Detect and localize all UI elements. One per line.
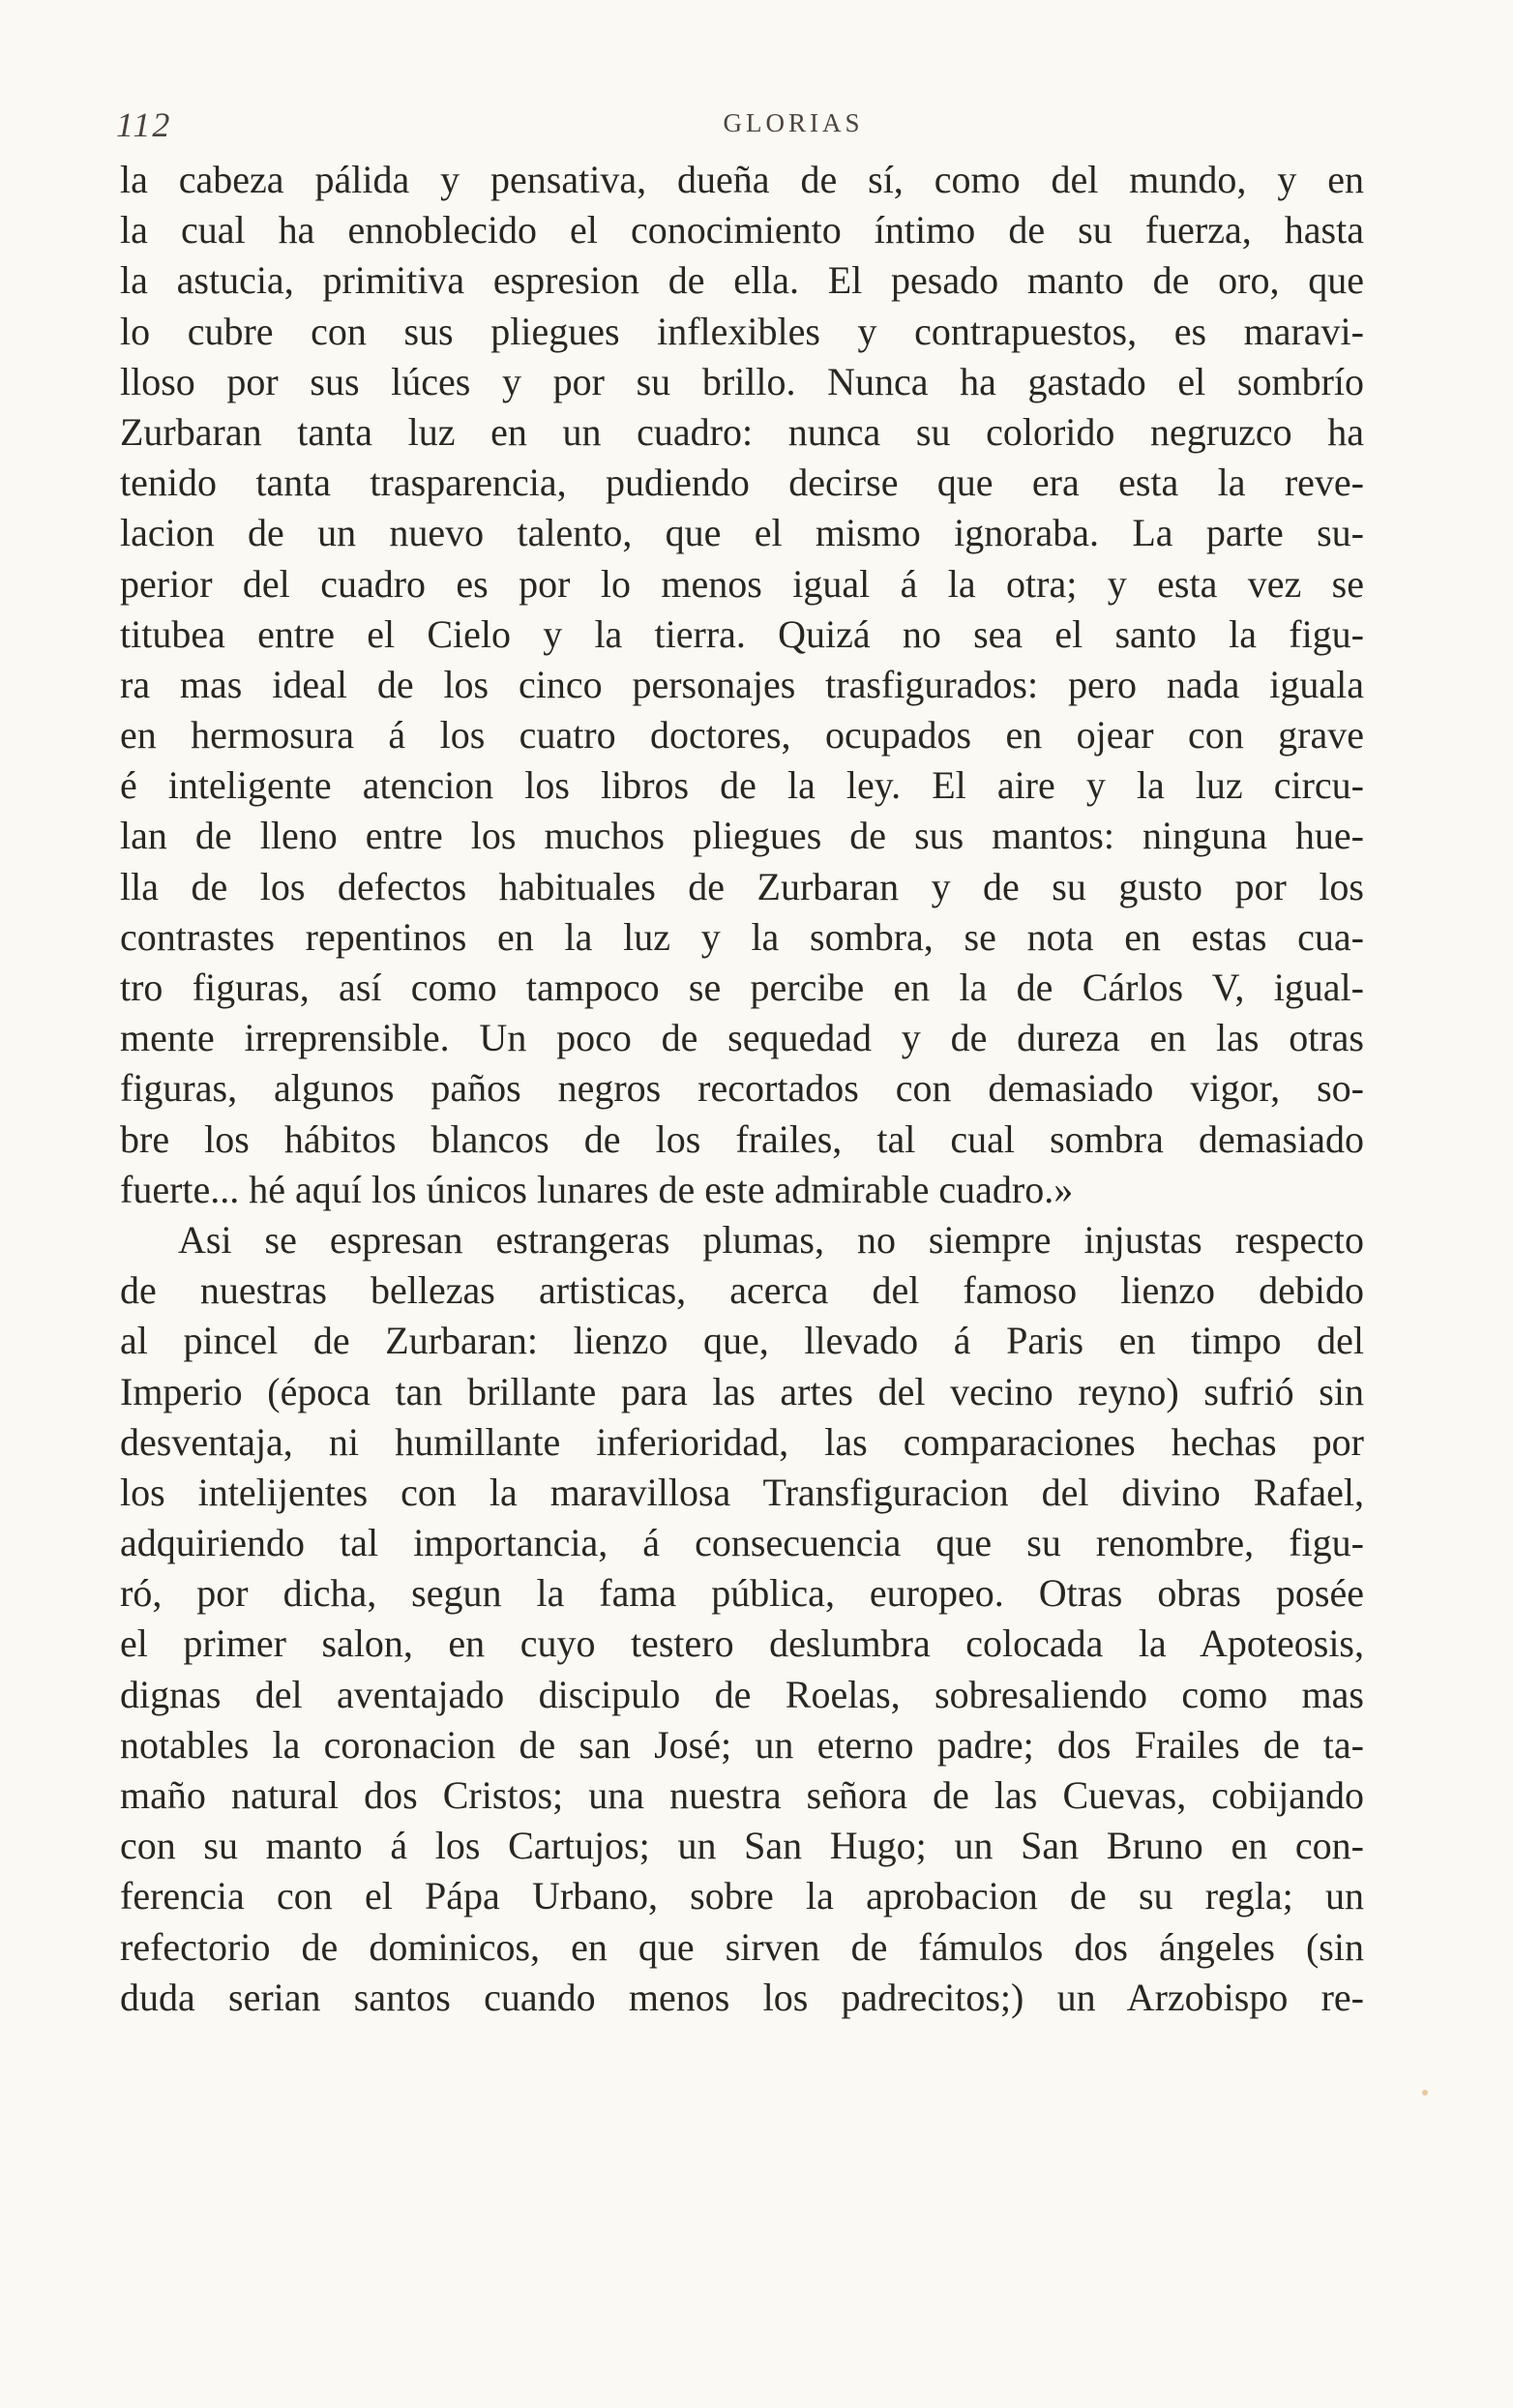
text-line: lo cubre con sus pliegues inflexibles y contrapuestos, es maravi- xyxy=(120,309,1364,353)
text-line: bre los hábitos blancos de los frailes, tal cual sombra demasiado xyxy=(120,1116,1364,1161)
text-line: ró, por dicha, segun la fama pública, europeo. Otras obras posée xyxy=(120,1571,1364,1616)
text-line: los intelijentes con la maravillosa Transfiguracion del divino Rafael, xyxy=(120,1470,1364,1514)
text-line: de nuestras bellezas artisticas, acerca del famoso lienzo debido xyxy=(120,1268,1364,1313)
text-line: maño natural dos Cristos; una nuestra señora de las Cuevas, cobijando xyxy=(120,1773,1364,1817)
text-line: la cabeza pálida y pensativa, dueña de sí, como del mundo, y en xyxy=(120,158,1364,201)
text-line: al pincel de Zurbaran: lienzo que, llevado á Paris en timpo del xyxy=(120,1319,1364,1363)
body-text xyxy=(120,155,1364,2023)
text-line: tenido tanta trasparencia, pudiendo decirse que era esta la reve- xyxy=(120,461,1364,505)
text-line: dignas del aventajado discipulo de Roelas, sobresaliendo como mas xyxy=(120,1672,1364,1716)
text-line: lacion de un nuevo talento, que el mismo ignoraba. La parte su- xyxy=(120,511,1364,555)
text-line: refectorio de dominicos, en que sirven de fámulos dos ángeles (sin xyxy=(120,1924,1364,1969)
text-line: lla de los defectos habituales de Zurbaran y de su gusto por los xyxy=(120,864,1364,908)
page-number: 112 xyxy=(116,105,172,144)
text-line: figuras, algunos paños negros recortados con demasiado vigor, so- xyxy=(120,1066,1364,1111)
running-header xyxy=(116,104,1364,143)
text-line: notables la coronacion de san José; un eterno padre; dos Frailes de ta- xyxy=(120,1722,1364,1767)
text-line: duda serian santos cuando menos los padrecitos;) un Arzobispo re- xyxy=(120,1975,1364,2019)
text-line: titubea entre el Cielo y la tierra. Quizá no sea el santo la figu- xyxy=(120,611,1364,656)
text-line: Imperio (época tan brillante para las artes del vecino reyno) sufrió sin xyxy=(120,1369,1364,1413)
text-line: é inteligente atencion los libros de la ley. El aire y la luz circu- xyxy=(120,763,1364,808)
text-line: la cual ha ennoblecido el conocimiento íntimo de su fuerza, hasta xyxy=(120,208,1364,253)
text-line: contrastes repentinos en la luz y la sombra, se nota en estas cua- xyxy=(120,914,1364,959)
running-title: GLORIAS xyxy=(723,108,864,137)
text-line: perior del cuadro es por lo menos igual á la otra; y esta vez se xyxy=(120,561,1364,606)
text-line: fuerte... hé aquí los únicos lunares de este admirable cuadro.» xyxy=(120,1167,1074,1211)
paper-speck xyxy=(1422,2090,1428,2096)
text-line: adquiriendo tal importancia, á consecuencia que su renombre, figu- xyxy=(120,1521,1364,1565)
text-line: desventaja, ni humillante inferioridad, las comparaciones hechas por xyxy=(120,1419,1364,1464)
text-line: Asi se espresan estrangeras plumas, no siempre injustas respecto xyxy=(178,1217,1364,1262)
text-line: con su manto á los Cartujos; un San Hugo; un San Bruno en con- xyxy=(120,1824,1364,1868)
text-line: Zurbaran tanta luz en un cuadro: nunca su colorido negruzco ha xyxy=(120,409,1364,454)
text-line: lloso por sus lúces y por su brillo. Nunca ha gastado el sombrío xyxy=(120,359,1364,403)
text-line: lan de lleno entre los muchos pliegues de sus mantos: ninguna hue- xyxy=(120,814,1364,858)
text-line: tro figuras, así como tampoco se percibe en la de Cárlos V, igual- xyxy=(120,966,1364,1009)
text-line: mente irreprensible. Un poco de sequedad y de dureza en las otras xyxy=(120,1016,1364,1060)
text-line: en hermosura á los cuatro doctores, ocupados en ojear con grave xyxy=(120,713,1364,758)
text-line: ra mas ideal de los cinco personajes trasfigurados: pero nada iguala xyxy=(120,662,1364,706)
text-line: el primer salon, en cuyo testero deslumbra colocada la Apoteosis, xyxy=(120,1621,1364,1666)
text-line: la astucia, primitiva espresion de ella. El pesado manto de oro, que xyxy=(120,258,1364,303)
text-line: ferencia con el Pápa Urbano, sobre la aprobacion de su regla; un xyxy=(120,1874,1364,1918)
